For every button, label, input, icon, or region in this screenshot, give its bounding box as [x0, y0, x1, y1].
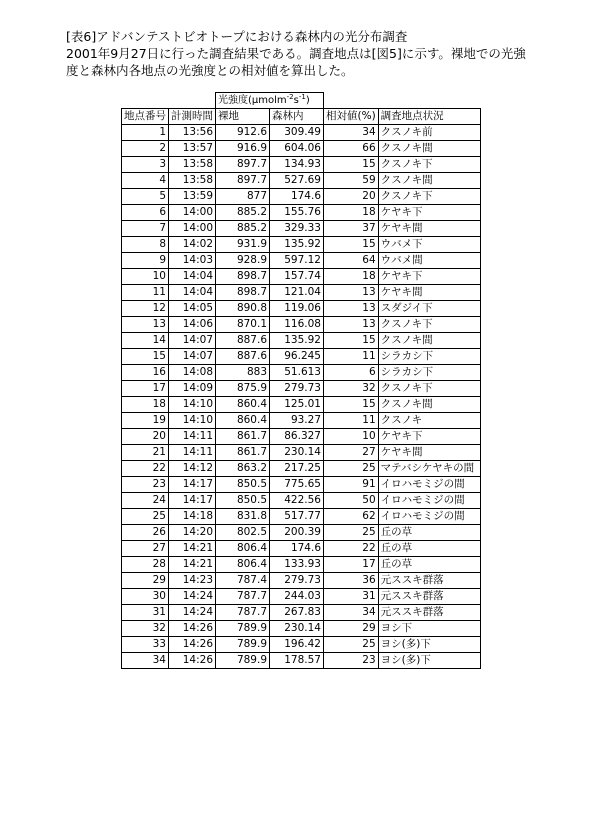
cell-relative: 22 — [324, 541, 379, 557]
cell-site-status: 元ススキ群落 — [378, 573, 480, 589]
table-row — [122, 397, 481, 413]
cell-point-no: 25 — [122, 509, 169, 525]
cell-relative: 23 — [324, 653, 379, 669]
cell-point-no: 24 — [122, 493, 169, 509]
cell-relative: 20 — [324, 189, 379, 205]
table-row — [122, 173, 481, 189]
cell-open-ground: 898.7 — [216, 285, 270, 301]
cell-open-ground: 850.5 — [216, 477, 270, 493]
cell-relative: 18 — [324, 269, 379, 285]
cell-forest: 279.73 — [270, 573, 324, 589]
cell-open-ground: 897.7 — [216, 157, 270, 173]
cell-site-status: ケヤキ下 — [378, 205, 480, 221]
cell-time: 14:04 — [169, 269, 216, 285]
cell-site-status: クスノキ下 — [378, 381, 480, 397]
cell-forest: 135.92 — [270, 333, 324, 349]
cell-time: 14:21 — [169, 557, 216, 573]
cell-point-no: 23 — [122, 477, 169, 493]
cell-forest: 267.83 — [270, 605, 324, 621]
cell-point-no: 34 — [122, 653, 169, 669]
table-row — [122, 477, 481, 493]
cell-point-no: 4 — [122, 173, 169, 189]
cell-open-ground: 860.4 — [216, 413, 270, 429]
table-row — [122, 205, 481, 221]
table-row — [122, 269, 481, 285]
table-row — [122, 461, 481, 477]
cell-relative: 64 — [324, 253, 379, 269]
cell-site-status: ウバメ間 — [378, 253, 480, 269]
cell-time: 14:20 — [169, 525, 216, 541]
cell-site-status: クスノキ前 — [378, 125, 480, 141]
cell-site-status: ウバメ下 — [378, 237, 480, 253]
table-row — [122, 125, 481, 141]
table-row — [122, 637, 481, 653]
cell-open-ground: 875.9 — [216, 381, 270, 397]
table-row — [122, 413, 481, 429]
cell-relative: 27 — [324, 445, 379, 461]
cell-forest: 244.03 — [270, 589, 324, 605]
cell-open-ground: 861.7 — [216, 445, 270, 461]
light-intensity-header: 光強度$(\mu molm^{-2}s^{-1})$ — [216, 93, 324, 109]
cell-time: 13:58 — [169, 173, 216, 189]
cell-site-status: イロハモミジの間 — [378, 509, 480, 525]
cell-forest: 196.42 — [270, 637, 324, 653]
group-header-row — [122, 93, 481, 109]
cell-forest: 135.92 — [270, 237, 324, 253]
cell-time: 14:00 — [169, 221, 216, 237]
cell-forest: 422.56 — [270, 493, 324, 509]
table-row — [122, 557, 481, 573]
caption — [66, 28, 566, 79]
cell-relative: 15 — [324, 397, 379, 413]
table-row — [122, 509, 481, 525]
cell-forest: 279.73 — [270, 381, 324, 397]
cell-site-status: ケヤキ下 — [378, 429, 480, 445]
table-row — [122, 285, 481, 301]
table-row — [122, 301, 481, 317]
header-time: 計測時間 — [169, 109, 216, 125]
cell-open-ground: 870.1 — [216, 317, 270, 333]
cell-site-status: ケヤキ間 — [378, 445, 480, 461]
cell-time: 14:00 — [169, 205, 216, 221]
cell-forest: 604.06 — [270, 141, 324, 157]
cell-time: 13:56 — [169, 125, 216, 141]
cell-open-ground: 931.9 — [216, 237, 270, 253]
table-row — [122, 573, 481, 589]
cell-open-ground: 912.6 — [216, 125, 270, 141]
header-site-status: 調査地点状況 — [378, 109, 480, 125]
table-row — [122, 541, 481, 557]
cell-relative: 11 — [324, 349, 379, 365]
cell-forest: 527.69 — [270, 173, 324, 189]
cell-time: 14:26 — [169, 653, 216, 669]
cell-relative: 62 — [324, 509, 379, 525]
cell-time: 14:26 — [169, 621, 216, 637]
table-row — [122, 253, 481, 269]
cell-relative: 18 — [324, 205, 379, 221]
cell-relative: 15 — [324, 157, 379, 173]
cell-forest: 116.08 — [270, 317, 324, 333]
cell-open-ground: 789.9 — [216, 637, 270, 653]
cell-open-ground: 789.9 — [216, 653, 270, 669]
cell-relative: 13 — [324, 301, 379, 317]
cell-site-status: スダジイ下 — [378, 301, 480, 317]
table-row — [122, 621, 481, 637]
cell-forest: 309.49 — [270, 125, 324, 141]
cell-point-no: 7 — [122, 221, 169, 237]
cell-point-no: 28 — [122, 557, 169, 573]
cell-time: 14:11 — [169, 445, 216, 461]
cell-time: 14:03 — [169, 253, 216, 269]
cell-time: 14:06 — [169, 317, 216, 333]
cell-open-ground: 787.7 — [216, 605, 270, 621]
cell-site-status: クスノキ間 — [378, 333, 480, 349]
table-row — [122, 157, 481, 173]
cell-relative: 91 — [324, 477, 379, 493]
table-row — [122, 653, 481, 669]
table-row — [122, 445, 481, 461]
table-row — [122, 365, 481, 381]
cell-relative: 32 — [324, 381, 379, 397]
table-row — [122, 605, 481, 621]
cell-forest: 155.76 — [270, 205, 324, 221]
cell-point-no: 26 — [122, 525, 169, 541]
cell-time: 14:17 — [169, 493, 216, 509]
cell-site-status: 丘の草 — [378, 541, 480, 557]
caption-line-1: [表6]アドバンテストビオトープにおける森林内の光分布調査 — [66, 29, 408, 44]
cell-relative: 25 — [324, 525, 379, 541]
cell-open-ground: 861.7 — [216, 429, 270, 445]
cell-point-no: 3 — [122, 157, 169, 173]
table-row — [122, 333, 481, 349]
cell-time: 14:17 — [169, 477, 216, 493]
cell-point-no: 10 — [122, 269, 169, 285]
cell-site-status: 元ススキ群落 — [378, 589, 480, 605]
cell-forest: 157.74 — [270, 269, 324, 285]
cell-open-ground: 885.2 — [216, 205, 270, 221]
cell-relative: 36 — [324, 573, 379, 589]
cell-point-no: 13 — [122, 317, 169, 333]
cell-site-status: イロハモミジの間 — [378, 493, 480, 509]
cell-site-status: マテバシケヤキの間 — [378, 461, 480, 477]
cell-site-status: シラカシ下 — [378, 349, 480, 365]
cell-relative: 15 — [324, 333, 379, 349]
cell-point-no: 8 — [122, 237, 169, 253]
cell-relative: 6 — [324, 365, 379, 381]
cell-forest: 119.06 — [270, 301, 324, 317]
cell-time: 14:10 — [169, 413, 216, 429]
table-row — [122, 141, 481, 157]
table-row — [122, 429, 481, 445]
cell-point-no: 9 — [122, 253, 169, 269]
cell-site-status: クスノキ間 — [378, 397, 480, 413]
cell-forest: 174.6 — [270, 189, 324, 205]
cell-site-status: クスノキ間 — [378, 173, 480, 189]
cell-site-status: 丘の草 — [378, 525, 480, 541]
cell-point-no: 2 — [122, 141, 169, 157]
cell-point-no: 30 — [122, 589, 169, 605]
cell-point-no: 14 — [122, 333, 169, 349]
cell-relative: 59 — [324, 173, 379, 189]
cell-site-status: ヨシ(多)下 — [378, 653, 480, 669]
cell-point-no: 15 — [122, 349, 169, 365]
cell-point-no: 5 — [122, 189, 169, 205]
cell-time: 14:10 — [169, 397, 216, 413]
cell-site-status: クスノキ下 — [378, 317, 480, 333]
cell-relative: 31 — [324, 589, 379, 605]
cell-site-status: イロハモミジの間 — [378, 477, 480, 493]
cell-forest: 178.57 — [270, 653, 324, 669]
cell-forest: 134.93 — [270, 157, 324, 173]
cell-open-ground: 877 — [216, 189, 270, 205]
cell-open-ground: 890.8 — [216, 301, 270, 317]
header-point-no: 地点番号 — [122, 109, 169, 125]
cell-point-no: 22 — [122, 461, 169, 477]
cell-forest: 775.65 — [270, 477, 324, 493]
cell-forest: 86.327 — [270, 429, 324, 445]
cell-open-ground: 887.6 — [216, 333, 270, 349]
cell-time: 14:12 — [169, 461, 216, 477]
cell-time: 14:05 — [169, 301, 216, 317]
header-relative: 相対値(%) — [324, 109, 379, 125]
cell-open-ground: 787.4 — [216, 573, 270, 589]
cell-time: 14:18 — [169, 509, 216, 525]
cell-site-status: クスノキ — [378, 413, 480, 429]
cell-time: 14:24 — [169, 605, 216, 621]
cell-point-no: 27 — [122, 541, 169, 557]
cell-forest: 597.12 — [270, 253, 324, 269]
cell-point-no: 16 — [122, 365, 169, 381]
cell-open-ground: 887.6 — [216, 349, 270, 365]
cell-forest: 329.33 — [270, 221, 324, 237]
cell-open-ground: 802.5 — [216, 525, 270, 541]
cell-time: 13:59 — [169, 189, 216, 205]
cell-relative: 34 — [324, 605, 379, 621]
cell-point-no: 33 — [122, 637, 169, 653]
cell-forest: 133.93 — [270, 557, 324, 573]
cell-site-status: ケヤキ間 — [378, 285, 480, 301]
cell-site-status: シラカシ下 — [378, 365, 480, 381]
cell-forest: 517.77 — [270, 509, 324, 525]
cell-time: 14:07 — [169, 349, 216, 365]
caption-line-3: 度と森林内各地点の光強度との相対値を算出した。 — [66, 63, 354, 78]
cell-time: 14:09 — [169, 381, 216, 397]
table-row — [122, 317, 481, 333]
cell-relative: 15 — [324, 237, 379, 253]
table-row — [122, 237, 481, 253]
cell-site-status: クスノキ間 — [378, 141, 480, 157]
cell-forest: 93.27 — [270, 413, 324, 429]
cell-forest: 230.14 — [270, 621, 324, 637]
cell-site-status: ケヤキ間 — [378, 221, 480, 237]
cell-relative: 13 — [324, 285, 379, 301]
cell-relative: 13 — [324, 317, 379, 333]
cell-time: 14:04 — [169, 285, 216, 301]
table-row — [122, 221, 481, 237]
cell-open-ground: 806.4 — [216, 557, 270, 573]
cell-open-ground: 831.8 — [216, 509, 270, 525]
cell-site-status: 元ススキ群落 — [378, 605, 480, 621]
cell-open-ground: 928.9 — [216, 253, 270, 269]
cell-open-ground: 789.9 — [216, 621, 270, 637]
cell-forest: 200.39 — [270, 525, 324, 541]
table-row — [122, 349, 481, 365]
cell-relative: 34 — [324, 125, 379, 141]
table-row — [122, 381, 481, 397]
cell-relative: 10 — [324, 429, 379, 445]
cell-time: 14:02 — [169, 237, 216, 253]
cell-open-ground: 787.7 — [216, 589, 270, 605]
table-row — [122, 493, 481, 509]
cell-relative: 25 — [324, 461, 379, 477]
cell-point-no: 12 — [122, 301, 169, 317]
cell-time: 14:26 — [169, 637, 216, 653]
cell-point-no: 6 — [122, 205, 169, 221]
cell-relative: 17 — [324, 557, 379, 573]
cell-time: 14:21 — [169, 541, 216, 557]
cell-site-status: クスノキ下 — [378, 189, 480, 205]
cell-relative: 66 — [324, 141, 379, 157]
cell-forest: 217.25 — [270, 461, 324, 477]
header-forest: 森林内 — [270, 109, 324, 125]
cell-point-no: 31 — [122, 605, 169, 621]
cell-point-no: 19 — [122, 413, 169, 429]
cell-point-no: 20 — [122, 429, 169, 445]
cell-relative: 11 — [324, 413, 379, 429]
cell-open-ground: 897.7 — [216, 173, 270, 189]
cell-time: 14:11 — [169, 429, 216, 445]
cell-point-no: 11 — [122, 285, 169, 301]
cell-time: 13:58 — [169, 157, 216, 173]
cell-point-no: 17 — [122, 381, 169, 397]
cell-site-status: クスノキ下 — [378, 157, 480, 173]
cell-relative: 25 — [324, 637, 379, 653]
table-row — [122, 589, 481, 605]
cell-forest: 121.04 — [270, 285, 324, 301]
cell-forest: 96.245 — [270, 349, 324, 365]
cell-site-status: ケヤキ下 — [378, 269, 480, 285]
cell-time: 14:08 — [169, 365, 216, 381]
cell-point-no: 32 — [122, 621, 169, 637]
cell-forest: 230.14 — [270, 445, 324, 461]
cell-open-ground: 898.7 — [216, 269, 270, 285]
cell-open-ground: 885.2 — [216, 221, 270, 237]
cell-time: 14:24 — [169, 589, 216, 605]
cell-relative: 50 — [324, 493, 379, 509]
cell-forest: 125.01 — [270, 397, 324, 413]
cell-site-status: ヨシ(多)下 — [378, 637, 480, 653]
cell-forest: 174.6 — [270, 541, 324, 557]
cell-forest: 51.613 — [270, 365, 324, 381]
cell-point-no: 29 — [122, 573, 169, 589]
header-open-ground: 裸地 — [216, 109, 270, 125]
light-distribution-table — [121, 92, 481, 669]
cell-point-no: 18 — [122, 397, 169, 413]
cell-relative: 29 — [324, 621, 379, 637]
cell-open-ground: 916.9 — [216, 141, 270, 157]
table-row — [122, 189, 481, 205]
cell-open-ground: 850.5 — [216, 493, 270, 509]
cell-time: 14:07 — [169, 333, 216, 349]
cell-open-ground: 860.4 — [216, 397, 270, 413]
cell-time: 13:57 — [169, 141, 216, 157]
cell-open-ground: 883 — [216, 365, 270, 381]
cell-open-ground: 806.4 — [216, 541, 270, 557]
table-row — [122, 525, 481, 541]
cell-point-no: 1 — [122, 125, 169, 141]
cell-time: 14:23 — [169, 573, 216, 589]
column-header-row — [122, 109, 481, 125]
cell-site-status: ヨシ下 — [378, 621, 480, 637]
caption-line-2: 2001年9月27日に行った調査結果である。調査地点は[図5]に示す。裸地での光強 — [66, 46, 526, 61]
cell-point-no: 21 — [122, 445, 169, 461]
cell-relative: 37 — [324, 221, 379, 237]
cell-open-ground: 863.2 — [216, 461, 270, 477]
cell-site-status: 丘の草 — [378, 557, 480, 573]
